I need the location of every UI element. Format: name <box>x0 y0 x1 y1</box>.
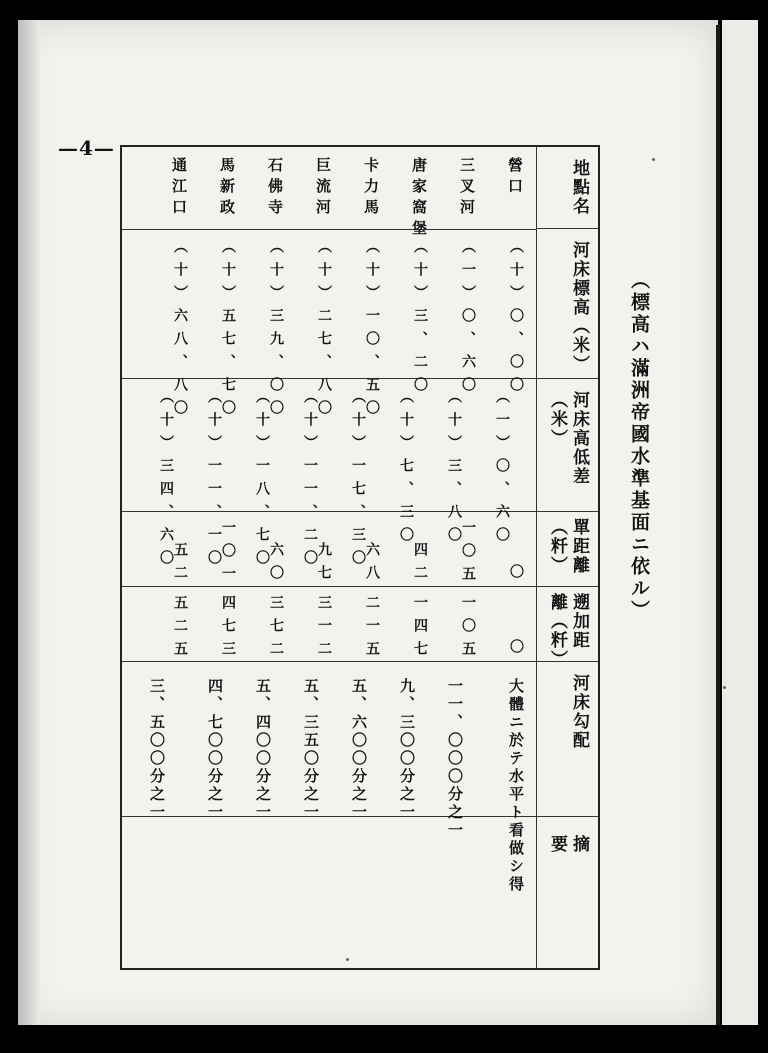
header-height-diff <box>536 379 598 511</box>
gradient-note: 大體ニ於テ水平ト看做シ得 <box>507 678 525 894</box>
bed-height-value: （十）六八、八〇 <box>172 239 188 423</box>
band-unit-distance <box>122 512 598 587</box>
header-height-diff-label: 河床高低差（米） <box>547 391 589 486</box>
unit-distance-value: 一〇五 <box>460 520 476 589</box>
gradient-value: 三、五〇〇分之一 <box>148 678 166 822</box>
scan-speck <box>723 686 726 689</box>
place-name: 唐家窩堡 <box>410 157 428 241</box>
unit-distance-value: 五二 <box>172 542 188 588</box>
bed-height-value: （十）〇、〇〇 <box>508 239 524 400</box>
header-gradient-label: 河床勾配 <box>569 674 589 750</box>
cumulative-distance-value: 三一二 <box>316 595 332 664</box>
unit-distance-value: 四二 <box>412 542 428 588</box>
place-name: 馬新政 <box>218 157 236 220</box>
height-diff-value: （十）七、三〇 <box>398 389 414 550</box>
unit-distance-value: 六〇 <box>268 542 284 588</box>
bed-height-row <box>122 229 536 423</box>
height-diff-value: （十）一一、一〇 <box>206 389 222 573</box>
gradient-value: 五、三五〇分之一 <box>302 678 320 822</box>
header-remarks <box>536 817 598 968</box>
cumulative-distance-value: 一〇五 <box>460 595 476 664</box>
bed-height-value: （十）二七、八〇 <box>316 239 332 423</box>
header-cumulative-distance <box>536 587 598 669</box>
page-number: —4— <box>58 136 115 160</box>
gradient-value: 五、六〇〇分之一 <box>350 678 368 822</box>
cumulative-distance-row <box>122 587 536 664</box>
place-name: 三叉河 <box>458 157 476 220</box>
scan-speck <box>652 158 655 161</box>
scan-speck <box>346 958 349 961</box>
header-bed-height-label: 河床標高（米） <box>569 241 589 374</box>
bed-height-value: （十）三九、〇〇 <box>268 239 284 423</box>
river-bed-table <box>120 145 600 970</box>
cumulative-distance-value: 二一五 <box>364 595 380 664</box>
cumulative-distance-value: 〇 <box>508 639 524 662</box>
cumulative-distance-value: 五二五 <box>172 595 188 664</box>
unit-distance-value: 六八 <box>364 542 380 588</box>
gradient-value: 五、四〇〇分之一 <box>254 678 272 822</box>
cumulative-distance-value: 一四七 <box>412 595 428 664</box>
place-name: 卡力馬 <box>362 157 380 220</box>
height-diff-value: （一）〇、六〇 <box>494 389 510 550</box>
header-unit-distance-label: 單距離（粁） <box>547 518 589 575</box>
unit-distance-value: 九七 <box>316 542 332 588</box>
page-gutter-shadow <box>18 20 40 1025</box>
cumulative-distance-value: 三七二 <box>268 595 284 664</box>
height-diff-value: （十）三四、六〇 <box>158 389 174 573</box>
height-diff-value: （十）一八、七〇 <box>254 389 270 573</box>
bed-height-value: （一）〇、六〇 <box>460 239 476 400</box>
header-place-label: 地點名 <box>569 159 589 216</box>
height-diff-value: （十）一一、二〇 <box>302 389 318 573</box>
band-cumulative-distance <box>122 587 598 669</box>
place-name: 通江口 <box>170 157 188 220</box>
header-remarks-label: 摘要 <box>547 835 589 912</box>
unit-distance-value: 一〇一 <box>220 520 236 589</box>
table-caption: （標高ハ滿洲帝國水準基面ニ依ル） <box>628 270 650 622</box>
bed-height-value: （十）一〇、五〇 <box>364 239 380 423</box>
header-gradient <box>536 662 598 816</box>
bed-height-value: （十）五七、七〇 <box>220 239 236 423</box>
gradient-value: 一一、〇〇〇分之一 <box>446 678 464 840</box>
bed-height-value: （十）三、二〇 <box>412 239 428 400</box>
place-name: 巨流河 <box>314 157 332 220</box>
unit-distance-row <box>122 512 536 589</box>
place-name: 營口 <box>506 157 524 199</box>
band-place-names <box>122 147 598 423</box>
place-name: 石佛寺 <box>266 157 284 220</box>
height-diff-value: （十）三、八〇 <box>446 389 462 550</box>
place-names-row <box>122 147 536 241</box>
header-cumulative-distance-label: 遡加距離（粁） <box>547 593 589 669</box>
page-edge-line <box>716 25 720 1025</box>
gradient-value: 四、七〇〇分之一 <box>206 678 224 822</box>
height-diff-value: （十）一七、三〇 <box>350 389 366 573</box>
band-remarks <box>122 817 598 968</box>
cumulative-distance-value: 四七三 <box>220 595 236 664</box>
next-page-margin <box>722 20 758 1025</box>
unit-distance-value: 〇 <box>508 564 524 587</box>
header-unit-distance <box>536 512 598 586</box>
gradient-row <box>122 662 536 894</box>
header-place <box>536 147 598 229</box>
header-bed-height <box>536 229 598 379</box>
gradient-value: 九、三〇〇分之一 <box>398 678 416 822</box>
